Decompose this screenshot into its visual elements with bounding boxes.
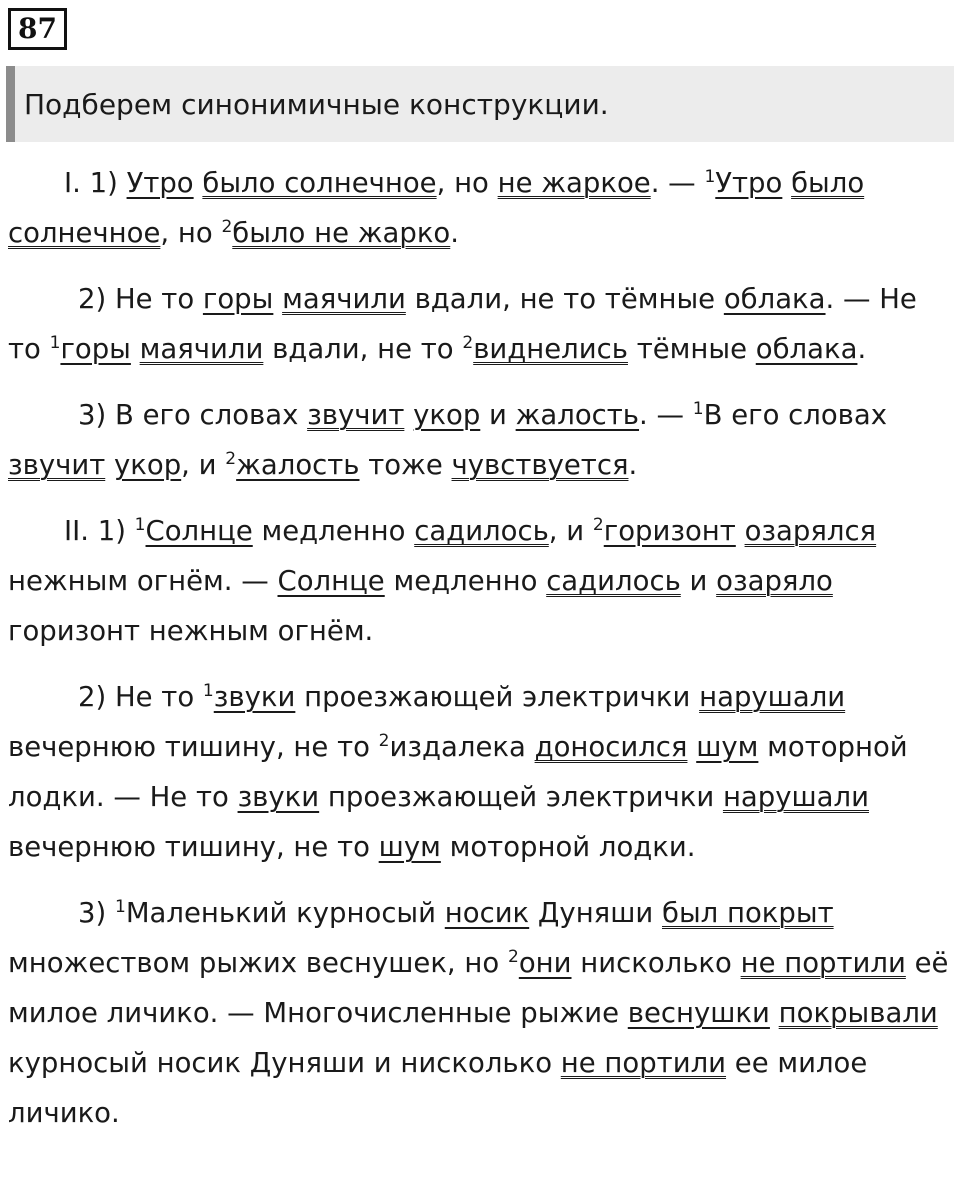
- paragraph-p4: [8, 506, 950, 656]
- subject-underlined: горы: [202, 283, 274, 315]
- text-run: вечернюю тишину, не то: [8, 831, 379, 863]
- text-run: проезжающей электрички: [319, 781, 723, 813]
- subject-underlined: жалость: [515, 399, 640, 431]
- predicate-underlined: садилось: [546, 565, 681, 597]
- part-index: 2: [225, 448, 237, 469]
- subject-underlined: носик: [444, 897, 530, 929]
- paragraph-p2: [8, 274, 950, 374]
- text-run: горизонт нежным огнём.: [8, 615, 374, 647]
- text-run: и: [480, 399, 516, 431]
- text-run: , но: [436, 167, 498, 199]
- subject-underlined: Утро: [126, 167, 194, 199]
- predicate-underlined: нарушали: [699, 681, 846, 713]
- text-run: вдали, не то: [263, 333, 463, 365]
- paragraph-p3: [8, 390, 950, 490]
- predicate-underlined: маячили: [139, 333, 264, 365]
- subject-underlined: горы: [60, 333, 131, 365]
- part-index: 1: [49, 332, 61, 353]
- text-run: , но: [160, 217, 222, 249]
- text-run: курносый носик Дуняши и нисколько: [8, 1047, 561, 1079]
- predicate-underlined: звучит: [307, 399, 405, 431]
- predicate-underlined: нарушали: [722, 781, 869, 813]
- text-run: ее милое личико.: [8, 1047, 868, 1129]
- subject-underlined: звуки: [237, 781, 320, 813]
- predicate-underlined: был покрыт: [662, 897, 834, 929]
- task-banner: [6, 66, 954, 142]
- subject-underlined: Солнце: [277, 565, 385, 597]
- predicate-underlined: было не жарко: [232, 217, 451, 249]
- predicate-underlined: озаряло: [716, 565, 833, 597]
- predicate-underlined: покрывали: [778, 997, 938, 1029]
- predicate-underlined: было солнечное: [202, 167, 437, 199]
- subject-underlined: шум: [696, 731, 759, 763]
- text-run: [782, 167, 791, 199]
- text-run: и: [680, 565, 717, 597]
- part-index: 1: [134, 514, 146, 535]
- task-text: Подберем синонимичные конструкции.: [24, 87, 609, 121]
- subject-underlined: они: [518, 947, 572, 979]
- text-run: Дуняши: [529, 897, 662, 929]
- text-run: тоже: [359, 449, 452, 481]
- subject-underlined: Утро: [715, 167, 783, 199]
- subject-underlined: горизонт: [603, 515, 736, 547]
- text-run: . —: [650, 167, 705, 199]
- part-index: 2: [462, 332, 474, 353]
- part-index: 1: [692, 398, 704, 419]
- text-run: [687, 731, 696, 763]
- text-run: , и: [548, 515, 593, 547]
- text-run: 3) В его словах: [78, 399, 308, 431]
- part-index: 2: [378, 730, 390, 751]
- part-index: 1: [114, 896, 126, 917]
- text-run: медленно: [384, 565, 547, 597]
- predicate-underlined: виднелись: [473, 333, 628, 365]
- answer-text: [8, 158, 950, 1138]
- text-run: [131, 333, 140, 365]
- predicate-underlined: не жаркое: [497, 167, 651, 199]
- text-run: [404, 399, 413, 431]
- paragraph-p5: [8, 672, 950, 872]
- text-run: [105, 449, 114, 481]
- text-run: , и: [181, 449, 226, 481]
- text-run: [736, 515, 745, 547]
- predicate-underlined: не портили: [740, 947, 906, 979]
- text-run: 3): [78, 897, 115, 929]
- paragraph-p6: [8, 888, 950, 1138]
- text-run: .: [857, 333, 867, 365]
- predicate-underlined: чувствуется: [451, 449, 629, 481]
- text-run: множеством рыжих веснушек, но: [8, 947, 508, 979]
- exercise-number: 87: [8, 8, 67, 50]
- text-run: её милое личико. — Многочисленные рыжие: [8, 947, 949, 1029]
- text-run: моторной лодки.: [440, 831, 696, 863]
- text-run: проезжающей электрички: [295, 681, 700, 713]
- part-index: 2: [592, 514, 604, 535]
- paragraph-p1: [8, 158, 950, 258]
- text-run: Маленький курносый: [125, 897, 445, 929]
- subject-underlined: укор: [413, 399, 481, 431]
- text-run: В его словах: [703, 399, 887, 431]
- predicate-underlined: маячили: [282, 283, 406, 315]
- text-run: . —: [639, 399, 693, 431]
- text-run: вечернюю тишину, не то: [8, 731, 379, 763]
- text-run: издалека: [389, 731, 535, 763]
- subject-underlined: веснушки: [627, 997, 770, 1029]
- text-run: нисколько: [571, 947, 741, 979]
- text-run: .: [628, 449, 638, 481]
- part-index: 2: [507, 946, 519, 967]
- text-run: медленно: [252, 515, 415, 547]
- subject-underlined: Солнце: [145, 515, 253, 547]
- text-run: I. 1): [64, 167, 127, 199]
- text-run: [770, 997, 779, 1029]
- text-run: вдали, не то тёмные: [405, 283, 724, 315]
- subject-underlined: укор: [114, 449, 182, 481]
- predicate-underlined: садилось: [414, 515, 549, 547]
- part-index: 2: [221, 216, 233, 237]
- subject-underlined: облака: [723, 283, 826, 315]
- part-index: 1: [704, 166, 716, 187]
- subject-underlined: звуки: [213, 681, 296, 713]
- text-run: [273, 283, 282, 315]
- text-run: 2) Не то: [78, 681, 203, 713]
- predicate-underlined: доносился: [534, 731, 688, 763]
- text-run: нежным огнём. —: [8, 565, 278, 597]
- subject-underlined: облака: [755, 333, 858, 365]
- predicate-underlined: не портили: [560, 1047, 727, 1079]
- text-run: тёмные: [627, 333, 756, 365]
- text-run: моторной лодки. — Не то: [8, 731, 908, 813]
- predicate-underlined: было солнечное: [8, 167, 865, 249]
- subject-underlined: жалость: [236, 449, 360, 481]
- predicate-underlined: звучит: [8, 449, 106, 481]
- text-run: 2) Не то: [78, 283, 203, 315]
- text-run: . — Не то: [8, 283, 917, 365]
- text-run: .: [450, 217, 460, 249]
- text-run: II. 1): [64, 515, 135, 547]
- predicate-underlined: озарялся: [744, 515, 877, 547]
- subject-underlined: шум: [378, 831, 441, 863]
- part-index: 1: [202, 680, 214, 701]
